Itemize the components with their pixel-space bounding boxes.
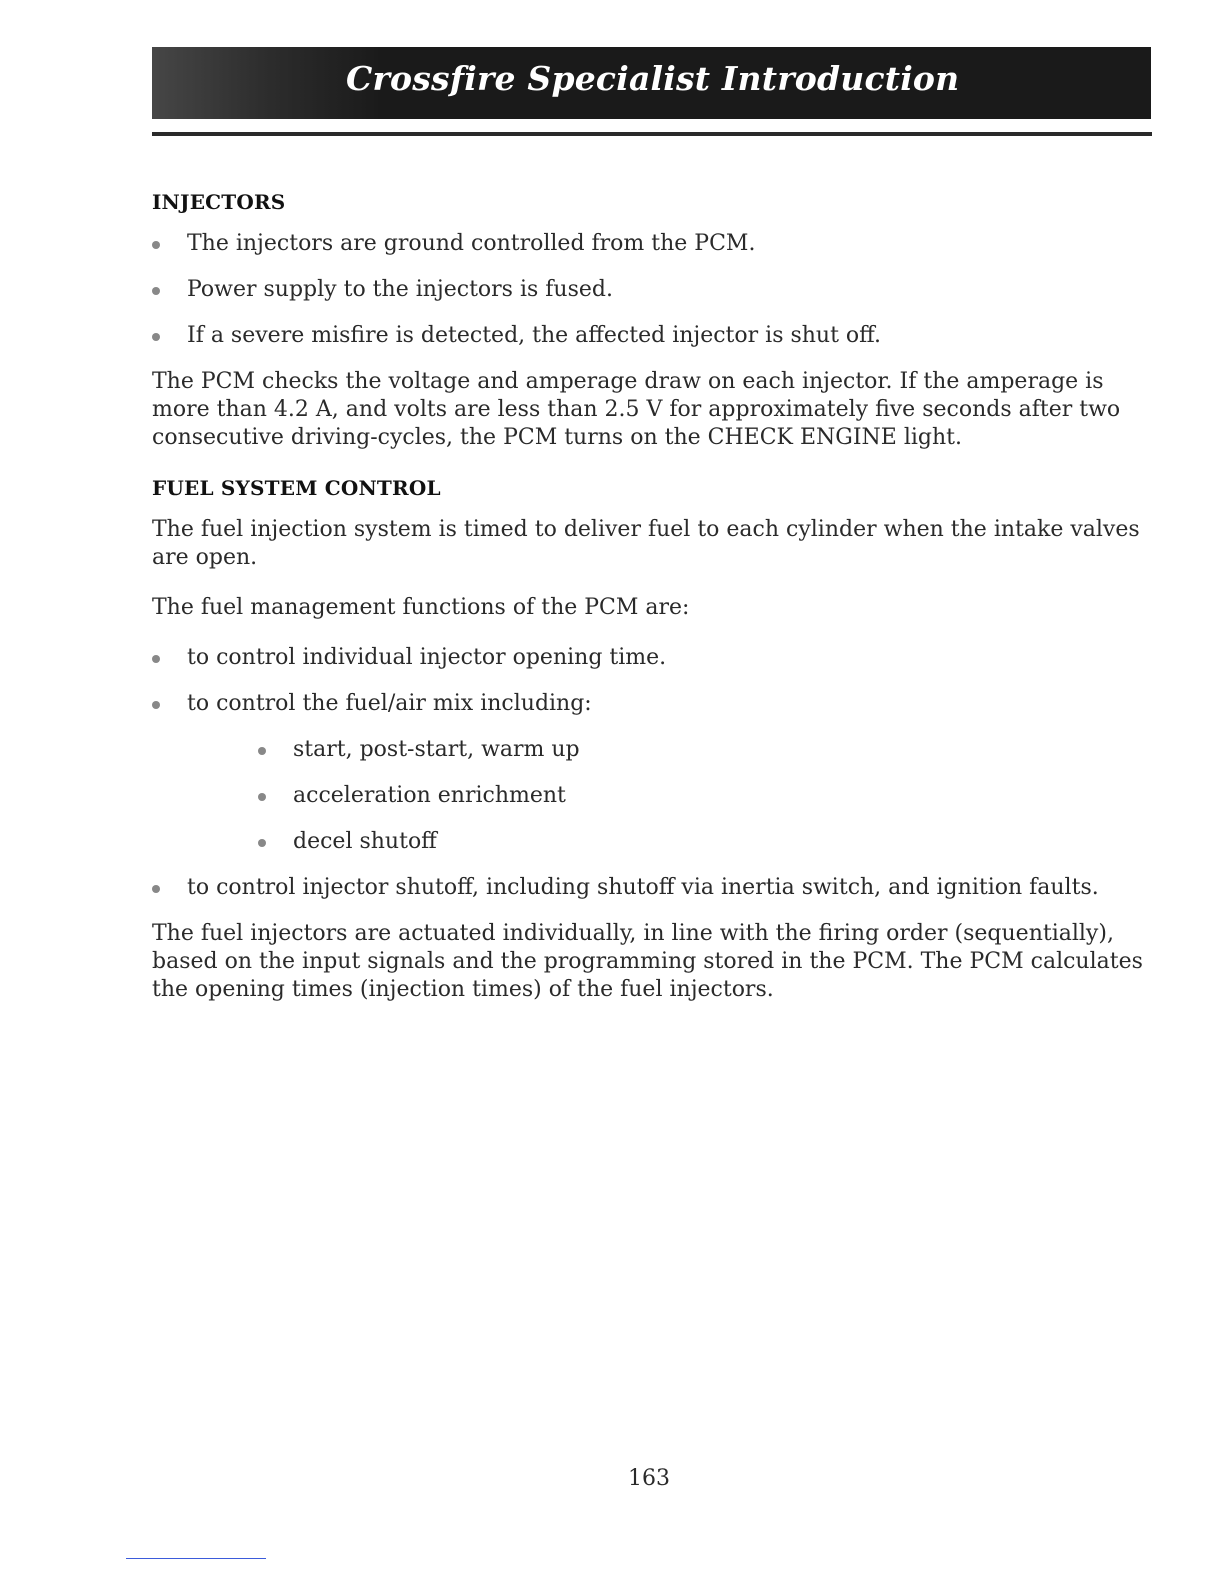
- bullet-icon: [258, 839, 266, 847]
- bullet-icon: [152, 885, 160, 893]
- fuel-system-bullet-list: [152, 644, 1147, 902]
- header-banner: [152, 47, 1151, 119]
- bullet-icon: [258, 747, 266, 755]
- list-item: to control injector shutoff, including shutoff via inertia switch, and ignition faults.: [152, 874, 1147, 902]
- page-number: 163: [628, 1466, 670, 1491]
- list-item: to control the fuel/air mix including: start, post-start, warm up acceleration enrichment decel shutoff: [152, 690, 1147, 856]
- fuel-system-paragraph-1: The fuel injection system is timed to deliver fuel to each cylinder when the intake valves are open.: [152, 517, 1140, 570]
- footnote-rule: [126, 1558, 266, 1559]
- list-item: The injectors are ground controlled from the PCM.: [152, 230, 1147, 258]
- page-content: [152, 188, 1147, 1026]
- list-item: If a severe misfire is detected, the affected injector is shut off.: [152, 322, 1147, 350]
- fuel-system-paragraph-3: The fuel injectors are actuated individually, in line with the firing order (sequentially), based on the input signals and the programming stored in the PCM. The PCM calculates the opening times (injection times) of the fuel injectors.: [152, 921, 1143, 1002]
- bullet-icon: [152, 241, 160, 249]
- bullet-icon: [258, 793, 266, 801]
- sub-list-item: acceleration enrichment: [258, 782, 1147, 810]
- fuel-system-heading: FUEL SYSTEM CONTROL: [152, 476, 441, 500]
- injectors-paragraph: The PCM checks the voltage and amperage draw on each injector. If the amperage is more than 4.2 A, and volts are less than 2.5 V for approximately five seconds after two consecutive driving-cycles, the PCM turns on the CHECK ENGINE light.: [152, 369, 1121, 450]
- injectors-bullet-list: [152, 230, 1147, 350]
- bullet-icon: [152, 333, 160, 341]
- sub-list-item: decel shutoff: [258, 828, 1147, 856]
- page-title: Crossfire Specialist Introduction: [346, 59, 960, 98]
- sub-list-item: start, post-start, warm up: [258, 736, 1147, 764]
- injectors-heading: INJECTORS: [152, 190, 286, 214]
- list-item: to control individual injector opening time.: [152, 644, 1147, 672]
- bullet-icon: [152, 701, 160, 709]
- bullet-icon: [152, 287, 160, 295]
- list-item: Power supply to the injectors is fused.: [152, 276, 1147, 304]
- fuel-air-sub-list: [258, 736, 1147, 856]
- fuel-system-paragraph-2: The fuel management functions of the PCM are:: [152, 595, 690, 620]
- header-rule: [152, 132, 1152, 136]
- bullet-icon: [152, 655, 160, 663]
